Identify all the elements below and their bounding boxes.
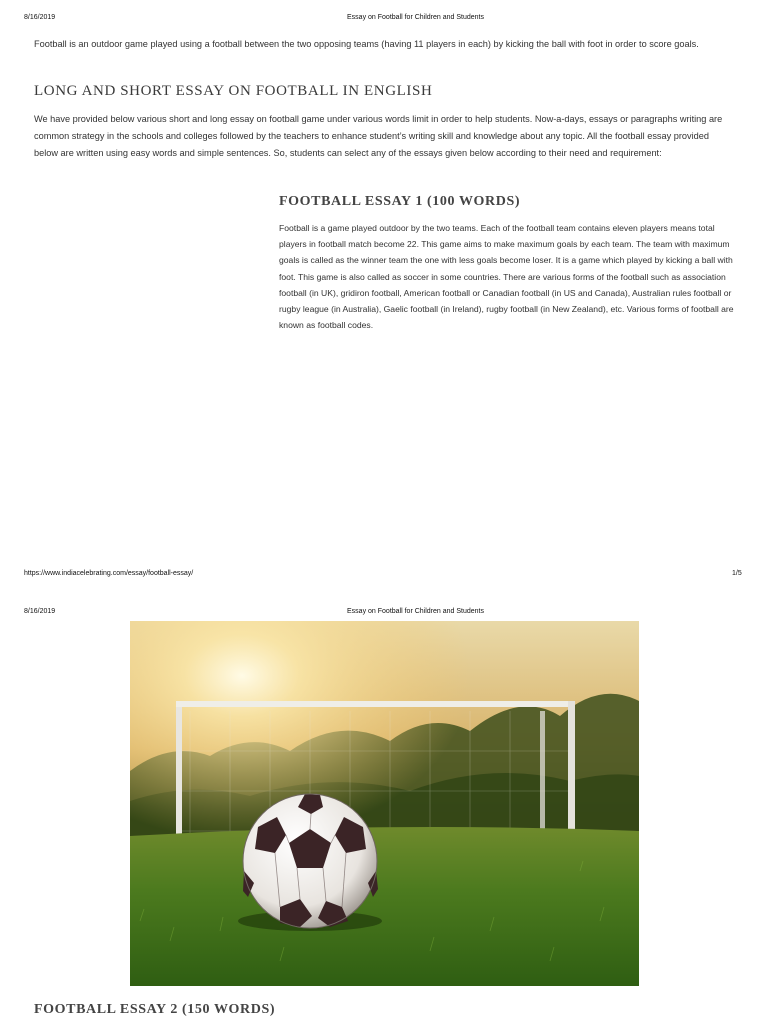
print-doc-title-page2: Essay on Football for Children and Students	[347, 608, 484, 615]
soccer-ball-icon	[243, 794, 378, 928]
main-heading: LONG AND SHORT ESSAY ON FOOTBALL IN ENGLISH	[34, 83, 433, 99]
footer-url[interactable]: https://www.indiacelebrating.com/essay/football-essay/	[24, 570, 194, 577]
intro-body-paragraph: We have provided below various short and long essay on football game under various words limit in order to help students. Now-a-days, essays or paragraphs writing are common strategy in the schools and colleges followed by the teachers to enhance student’s writing skill and knowledge about any topic. All the football essay provided below are written using easy words and simple sentences. So, students can select any of the essays given below according to their need and requirement:	[34, 114, 723, 158]
essay2-heading: FOOTBALL ESSAY 2 (150 WORDS)	[34, 1002, 276, 1017]
print-date: 8/16/2019	[24, 14, 56, 21]
football-photo	[130, 621, 639, 986]
print-date-page2: 8/16/2019	[24, 608, 56, 615]
intro-paragraph: Football is an outdoor game played using a football between the two opposing teams (having 11 players in each) by kicking the ball with foot in order to score goals.	[34, 39, 699, 49]
page-number: 1/5	[732, 570, 742, 577]
print-doc-title: Essay on Football for Children and Students	[347, 14, 484, 21]
essay1-heading: FOOTBALL ESSAY 1 (100 WORDS)	[279, 194, 521, 209]
essay1-text: Football is a game played outdoor by the two teams. Each of the football team contains eleven players means total players in football match become 22. This game aims to make maximum goals by each team. The team with maximum goals is called as the winner team the one with less goals become loser. It is a game which played by kicking a ball with foot. This game is also called as soccer in some countries. There are various forms of the football such as association football (in UK), gridiron football, American football or Canadian football (in US and Canada), Australian rules football or rugby league (in Australia), Gaelic football (in Ireland), rugby football (in New Zealand), etc. Various forms of football are known as football codes.	[279, 223, 734, 331]
